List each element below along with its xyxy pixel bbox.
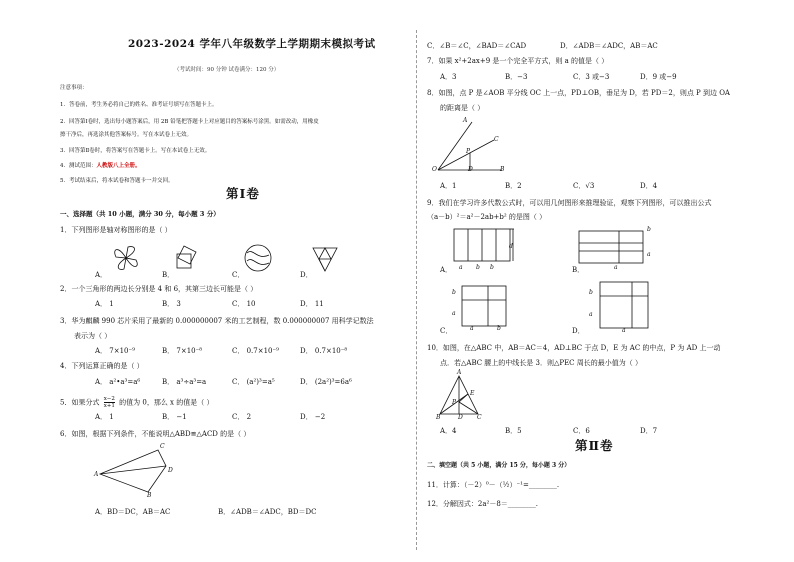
q6-stem: 6．如图，根据下列条件，不能说明△ABD≌△ACD 的是（ ）: [60, 430, 251, 438]
q7-opt-c[interactable]: C．3 或−3: [573, 73, 610, 81]
yinyang-figure: [243, 243, 273, 273]
triangles-figure: [310, 245, 340, 275]
q7-opt-d[interactable]: D．9 或−9: [640, 73, 677, 81]
q6-label-b: B: [147, 492, 152, 499]
q10-opt-a[interactable]: A．4: [440, 427, 457, 435]
q9-a-label-b1: b: [476, 264, 480, 271]
q9-d-label-a2: a: [622, 327, 626, 334]
q9-figure-d: [596, 280, 656, 332]
q10-label-e: E: [470, 390, 475, 397]
q11-stem[interactable]: 11．计算：（－2）⁰－（½）⁻¹=________.: [427, 481, 560, 489]
q3-opt-b[interactable]: B． 7×10⁻⁸: [162, 347, 203, 355]
q10-label-p: P: [452, 399, 457, 406]
q6-opt-a[interactable]: A．BD＝DC，AB＝AC: [95, 508, 171, 516]
q2-opt-a[interactable]: A． 1: [95, 300, 114, 308]
q8-opt-a[interactable]: A．1: [440, 182, 457, 190]
q9-c-label-b: b: [452, 289, 456, 296]
q5-opt-b[interactable]: B． −1: [162, 413, 187, 421]
q6-label-d: D: [168, 467, 173, 474]
q3-stem-line2: 表示为（ ）: [74, 332, 112, 340]
q8-label-c: C: [494, 136, 499, 143]
q5-frac-denominator: x+1: [103, 403, 115, 409]
q10-label-c: C: [477, 414, 482, 421]
q9-b-label-b: b: [647, 226, 651, 233]
q9-a-label-b2: b: [490, 264, 494, 271]
q9-opt-a[interactable]: A．: [440, 266, 453, 274]
q4-stem: 4．下列运算正确的是（ ）: [60, 362, 144, 370]
q9-figure-c: [458, 284, 514, 332]
q1-opt-c[interactable]: C．: [232, 271, 245, 279]
q9-a-label-d: d: [509, 243, 513, 250]
q1-opt-a[interactable]: A．: [95, 271, 108, 279]
exam-info: （考试时间：90 分钟 试卷满分：120 分）: [174, 67, 280, 73]
q8-opt-c[interactable]: C．√3: [573, 182, 595, 190]
q4-opt-a[interactable]: A． a²•a³=a⁶: [95, 378, 141, 386]
part1-title: 第Ⅰ卷: [226, 186, 260, 201]
q9-stem-line2: （a－b）²＝a²－2ab+b² 的是图（ ）: [427, 213, 547, 221]
q3-opt-c[interactable]: C． 0.7×10⁻⁹: [232, 347, 279, 355]
q5-stem: 5．如果分式 $\frac{x-2}{x+1}$ 的值为 0，那么 x 的值是（ ）: [60, 396, 214, 409]
note-item-5: 5．考试结束后，将本试卷和答题卡一并交回。: [60, 178, 174, 184]
q6-opt-d[interactable]: D．∠ADB＝∠ADC，AB＝AC: [560, 42, 658, 50]
q9-c-label-b2: b: [497, 325, 501, 332]
q3-opt-d[interactable]: D． 0.7×10⁻⁸: [300, 347, 348, 355]
q6-label-c: C: [160, 443, 165, 450]
q8-label-o: O: [432, 166, 437, 173]
section1-heading: 一、选择题（共 10 小题，满分 30 分，每小题 3 分）: [60, 210, 220, 218]
q10-label-a: A: [457, 369, 462, 376]
exam-title: 2023-2024 学年八年级数学上学期期末模拟考试: [128, 38, 376, 50]
q9-c-label-a: a: [452, 310, 456, 317]
q8-opt-b[interactable]: B．2: [505, 182, 522, 190]
q10-opt-b[interactable]: B．5: [505, 427, 522, 435]
q9-d-label-b: b: [589, 289, 593, 296]
q9-opt-b[interactable]: B．: [572, 266, 585, 274]
q8-label-p: P: [466, 148, 471, 155]
q5-opt-d[interactable]: D． −2: [300, 413, 326, 421]
q6-quadrilateral-figure: [92, 444, 172, 500]
q4-opt-d[interactable]: D． (2a²)³=6a⁶: [300, 378, 352, 386]
notes-heading: 注意事项：: [60, 85, 88, 91]
q9-figure-b: [577, 229, 647, 275]
q9-b-label-a2: a: [614, 264, 618, 271]
section2-heading: 二、填空题（共 5 小题，满分 15 分，每小题 3 分）: [427, 462, 571, 469]
q7-opt-a[interactable]: A．3: [440, 73, 457, 81]
note-item-2-cont: 擦干净后，再选涂其他答案标号。写在本试卷上无效。: [60, 132, 193, 138]
part2-title: 第Ⅱ卷: [575, 438, 614, 453]
q10-opt-c[interactable]: C．6: [573, 427, 590, 435]
q8-label-d: D: [468, 166, 473, 173]
q4-opt-b[interactable]: B． a³÷a³=a: [162, 378, 207, 386]
q3-stem-line1: 3．华为麒麟 990 芯片采用了最新的 0.000000007 米的工艺制程，数 0.000000007 用科学记数法: [60, 317, 374, 325]
note-item-1: 1．答卷前，考生务必将自己的姓名、准考证号填写在答题卡上。: [60, 102, 218, 108]
q8-label-b: B: [500, 166, 505, 173]
q10-label-b: B: [436, 414, 441, 421]
q10-stem-line1: 10．如图，在△ABC 中，AB＝AC＝4，AD⊥BC 于点 D，E 为 AC 的中点，P 为 AD 上一动: [427, 344, 721, 352]
q8-opt-d[interactable]: D．4: [640, 182, 658, 190]
squares-figure: [172, 244, 202, 274]
q12-stem[interactable]: 12．分解因式：2a²－8＝________.: [427, 500, 539, 508]
q5-opt-a[interactable]: A． 1: [95, 413, 114, 421]
q10-opt-d[interactable]: D．7: [640, 427, 658, 435]
test-scope: 人教版八上全册。: [96, 163, 141, 169]
q2-opt-b[interactable]: B． 3: [162, 300, 181, 308]
q9-b-label-a: a: [647, 251, 651, 258]
q8-stem-line1: 8．如图，点 P 是∠AOB 平分线 OC 上一点，PD⊥OB，垂足为 D，若 PD＝2，则点 P 到边 OA: [427, 89, 730, 97]
q2-opt-c[interactable]: C． 10: [232, 300, 256, 308]
q9-stem-line1: 9．我们在学习许多代数公式时，可以用几何图形来推理验证，观察下列图形，可以推出公式: [427, 199, 712, 207]
q4-opt-c[interactable]: C． (a²)³=a⁵: [232, 378, 275, 386]
q2-opt-d[interactable]: D． 11: [300, 300, 324, 308]
q8-label-a: A: [463, 117, 468, 124]
q9-d-label-a: a: [589, 311, 593, 318]
q10-triangle-figure: [434, 372, 484, 420]
q9-opt-d[interactable]: D．: [572, 327, 585, 335]
q9-opt-c[interactable]: C．: [440, 327, 453, 335]
q1-opt-b[interactable]: B．: [162, 271, 175, 279]
q9-a-label-a: a: [459, 264, 463, 271]
q6-opt-b[interactable]: B．∠ADB＝∠ADC，BD＝DC: [218, 508, 317, 516]
q6-label-a: A: [94, 471, 99, 478]
pinwheel-figure: [108, 243, 144, 273]
q5-opt-c[interactable]: C． 2: [232, 413, 252, 421]
column-divider: [416, 30, 417, 550]
note-item-3: 3．回答第Ⅱ卷时，将答案写在答题卡上。写在本试卷上无效。: [60, 148, 211, 154]
q9-c-label-a2: a: [470, 325, 474, 332]
q10-label-d: D: [458, 414, 463, 421]
q2-stem: 2．一个三角形的两边长分别是 4 和 6，其第三边长可能是（ ）: [60, 285, 258, 293]
q8-stem-line2: 的距离是（ ）: [440, 104, 485, 112]
q7-opt-b[interactable]: B．−3: [505, 73, 528, 81]
q7-stem: 7．如果 x²+2ax+9 是一个完全平方式，则 a 的值是（ ）: [427, 57, 609, 65]
q3-opt-a[interactable]: A． 7×10⁻⁹: [95, 347, 136, 355]
note-item-2: 2．回答第Ⅰ卷时，选出每小题答案后，用 2B 铅笔把答题卡上对应题目的答案标号涂黑。如需改动，用橡皮: [60, 119, 319, 125]
q5-frac-numerator: x−2: [103, 396, 115, 402]
q10-stem-line2: 点．若△ABC 腰上的中线长是 3．则△PEC 周长的最小值为（ ）: [440, 359, 642, 367]
q1-stem: 1．下列图形是轴对称图形的是（ ）: [60, 226, 172, 234]
q6-opt-c[interactable]: C．∠B＝∠C，∠BAD＝∠CAD: [427, 42, 527, 50]
note-item-4: 4．测试范围：人教版八上全册。: [60, 163, 141, 169]
q1-opt-d[interactable]: D．: [300, 271, 313, 279]
